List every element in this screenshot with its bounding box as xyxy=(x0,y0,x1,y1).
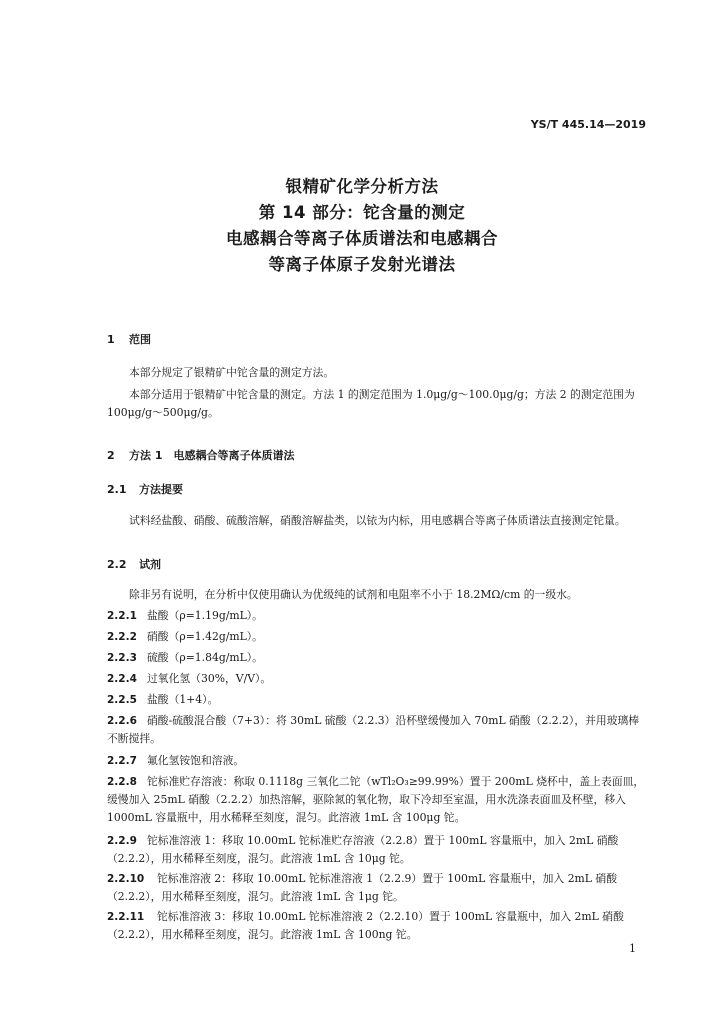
item-text: 过氧化氢（30%，V/V）。 xyxy=(147,672,272,685)
reagent-item xyxy=(107,691,647,709)
item-text: 铊标准贮存溶液：称取 0.1118g 三氧化二铊（wTl₂O₃≥99.99%）置于 200mL 烧杯中，盖上表面皿，缓慢加入 25mL 硝酸（2.2.2）加热溶解，驱除氮的氧化物，取下冷却至室温，用水洗涤表面皿及杯壁，移入 1000mL 容量瓶中，用水稀释至刻度，混匀。此溶液 1mL 含 100μg 铊。 xyxy=(107,775,645,824)
reagent-item xyxy=(107,670,647,688)
subsection-title: 试剂 xyxy=(139,558,161,571)
title-line-3: 电感耦合等离子体质谱法和电感耦合 xyxy=(226,229,498,248)
item-number: 2.2.4 xyxy=(107,673,137,685)
item-number: 2.2.8 xyxy=(107,776,137,788)
section-number: 1 xyxy=(107,333,115,346)
item-text: 盐酸（ρ=1.19g/mL）。 xyxy=(147,609,263,622)
title-line-2: 第 14 部分：铊含量的测定 xyxy=(258,203,466,222)
section-title: 方法 1 电感耦合等离子体质谱法 xyxy=(129,449,295,462)
section-1-paragraph-1: 本部分规定了银精矿中铊含量的测定方法。 xyxy=(129,366,335,379)
reagent-item xyxy=(107,649,647,667)
item-number: 2.2.6 xyxy=(107,715,137,727)
subsection-2-2-heading xyxy=(107,556,161,572)
subsection-2-1-heading xyxy=(107,481,183,497)
item-text: 铊标准溶液 3：移取 10.00mL 铊标准溶液 2（2.2.10）置于 100mL 容量瓶中，加入 2mL 硝酸（2.2.2），用水稀释至刻度，混匀。此溶液 1mL 含 100ng 铊。 xyxy=(107,910,624,941)
section-2-heading xyxy=(107,447,294,463)
subsection-number: 2.2 xyxy=(107,558,127,571)
reagent-item xyxy=(107,607,647,625)
item-number: 2.2.9 xyxy=(107,835,137,847)
item-text: 硫酸（ρ=1.84g/mL）。 xyxy=(147,651,263,664)
item-text: 硝酸（ρ=1.42g/mL）。 xyxy=(147,630,263,643)
page-number: 1 xyxy=(629,942,636,955)
item-text: 氟化氢铵饱和溶液。 xyxy=(147,754,245,767)
section-1-heading xyxy=(107,331,151,347)
reagent-item xyxy=(107,908,647,944)
item-number: 2.2.5 xyxy=(107,694,137,706)
item-number: 2.2.10 xyxy=(107,873,145,885)
item-number: 2.2.1 xyxy=(107,610,137,622)
reagent-item xyxy=(107,773,647,827)
section-1-paragraph-2: 本部分适用于银精矿中铊含量的测定。方法 1 的测定范围为 1.0μg/g～100.0μg/g；方法 2 的测定范围为 100μg/g～500μg/g。 xyxy=(107,388,635,419)
item-number: 2.2.3 xyxy=(107,652,137,664)
reagent-item xyxy=(107,712,647,748)
reagent-item xyxy=(107,752,647,770)
subsection-2-2-intro: 除非另有说明，在分析中仅使用确认为优级纯的试剂和电阻率不小于 18.2MΩ/cm 的一级水。 xyxy=(129,588,578,601)
section-number: 2 xyxy=(107,449,115,462)
title-line-1: 银精矿化学分析方法 xyxy=(285,177,439,196)
reagent-item xyxy=(107,832,647,868)
reagent-item xyxy=(107,870,647,906)
item-number: 2.2.2 xyxy=(107,631,137,643)
standard-number: YS/T 445.14—2019 xyxy=(530,118,646,131)
document-title xyxy=(0,174,724,278)
title-line-4: 等离子体原子发射光谱法 xyxy=(268,255,456,274)
item-text: 盐酸（1+4）。 xyxy=(147,693,219,706)
subsection-2-1-text: 试料经盐酸、硝酸、硫酸溶解，硝酸溶解盐类，以铱为内标，用电感耦合等离子体质谱法直接测定铊量。 xyxy=(129,514,626,527)
item-text: 铊标准溶液 1：移取 10.00mL 铊标准贮存溶液（2.2.8）置于 100mL 容量瓶中，加入 2mL 硝酸（2.2.2），用水稀释至刻度，混匀。此溶液 1mL 含 10μg 铊。 xyxy=(107,834,619,865)
subsection-title: 方法提要 xyxy=(139,483,183,496)
section-title: 范围 xyxy=(129,333,151,346)
reagent-item xyxy=(107,628,647,646)
item-number: 2.2.11 xyxy=(107,911,145,923)
item-number: 2.2.7 xyxy=(107,755,137,767)
subsection-number: 2.1 xyxy=(107,483,127,496)
item-text: 铊标准溶液 2：移取 10.00mL 铊标准溶液 1（2.2.9）置于 100mL 容量瓶中，加入 2mL 硝酸（2.2.2），用水稀释至刻度，混匀。此溶液 1mL 含 1μg 铊。 xyxy=(107,872,617,903)
item-text: 硝酸-硫酸混合酸（7+3）：将 30mL 硫酸（2.2.3）沿杯壁缓慢加入 70mL 硝酸（2.2.2），并用玻璃棒不断搅拌。 xyxy=(107,714,640,745)
